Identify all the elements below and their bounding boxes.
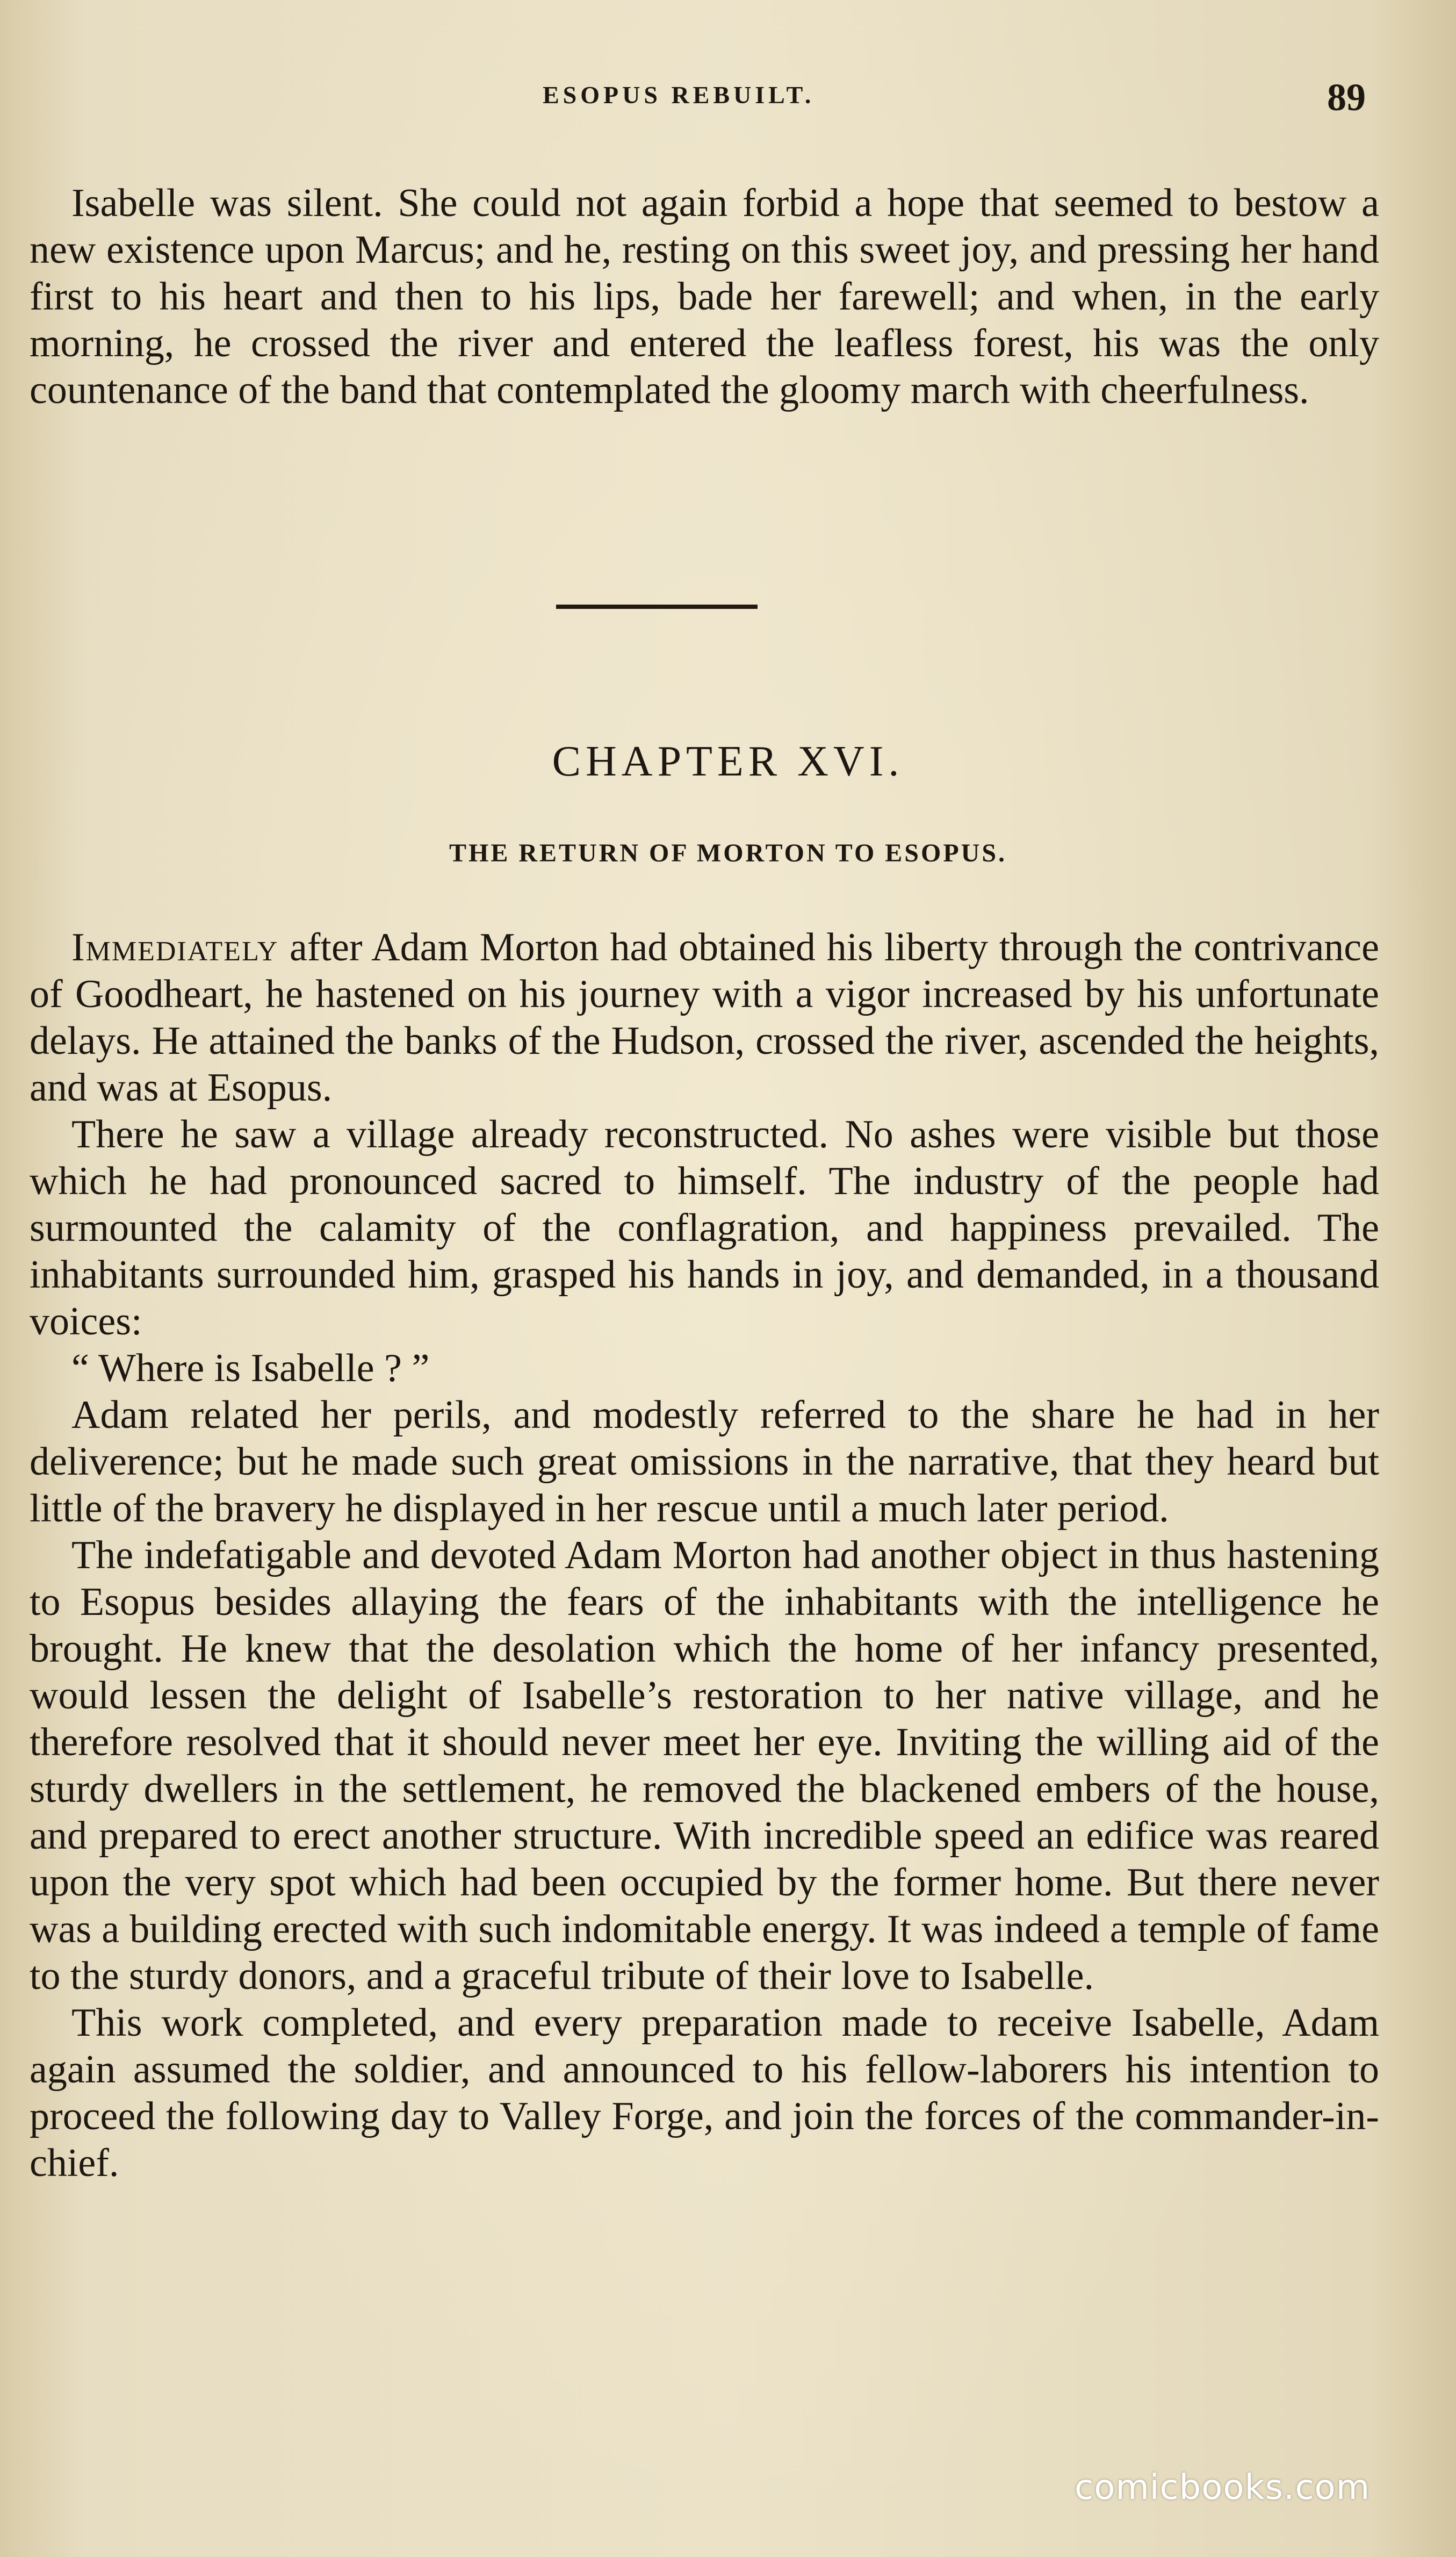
watermark: comicbooks.com xyxy=(1075,2468,1371,2508)
running-head: ESOPUS REBUILT. xyxy=(543,81,815,109)
section-divider xyxy=(556,605,758,609)
quoted-line: “ Where is Isabelle ? ” xyxy=(71,1346,430,1390)
chapter-title: CHAPTER XVI. xyxy=(552,738,904,785)
paragraph: The indefatigable and devoted Adam Morton had another object in thus hastening to Esopus besides allaying the fears of the inhabitants with the intelligence he brought. He knew that the desolation which the home of her infancy presented, would lessen the delight of Isabelle’s restoration to her native village, and he therefore resolved that it should never meet her eye. Inviting the willing aid of the sturdy dwellers in the settlement, he removed the blackened embers of the house, and prepared to erect another structure. With incredible speed an edifice was reared upon the very spot which had been occupied by the former home. But there never was a building erected with such indomitable energy. It was indeed a temple of fame to the sturdy donors, and a graceful tribute of their love to Isabelle. xyxy=(30,1533,1379,1998)
paragraph xyxy=(30,924,1379,1111)
paragraph-text: after Adam Morton had obtained his liberty through the contrivance of Goodheart, he hastened on his journey with a vigor increased by his unfortunate delays. He attained the banks of the Hudson, crossed the river, ascended the heights, and was at Esopus. xyxy=(30,925,1379,1110)
page-number: 89 xyxy=(1327,76,1366,119)
paragraph: This work completed, and every preparation made to receive Isabelle, Adam again assumed the soldier, and announced to his fellow-laborers his intention to proceed the following day to Valley Forge, and join the forces of the commander-in-chief. xyxy=(30,2001,1379,2185)
chapter-body xyxy=(30,924,1379,2187)
chapter-subtitle: THE RETURN OF MORTON TO ESOPUS. xyxy=(449,839,1007,867)
opening-paragraph: Isabelle was silent. She could not again forbid a hope that seemed to bestow a new existence upon Marcus; and he, resting on this sweet joy, and pressing her hand first to his heart and then to his lips, bade her farewell; and when, in the early morning, he crossed the river and entered the leafless forest, his was the only countenance of the band that contemplated the gloomy march with cheerfulness. xyxy=(30,181,1379,412)
paragraph-lead-word: Immediately xyxy=(71,925,279,969)
paragraph: There he saw a village already reconstructed. No ashes were visible but those which he had pronounced sacred to himself. The industry of the people had surmounted the calamity of the conflagration, and happiness prevailed. The inhabitants surrounded him, grasped his hands in joy, and demanded, in a thousand voices: xyxy=(30,1112,1379,1344)
opening-text xyxy=(30,180,1379,414)
paragraph: Adam related her perils, and modestly referred to the share he had in her deliverence; but he made such great omissions in the narrative, that they heard but little of the bravery he displayed in her rescue until a much later period. xyxy=(30,1393,1379,1531)
